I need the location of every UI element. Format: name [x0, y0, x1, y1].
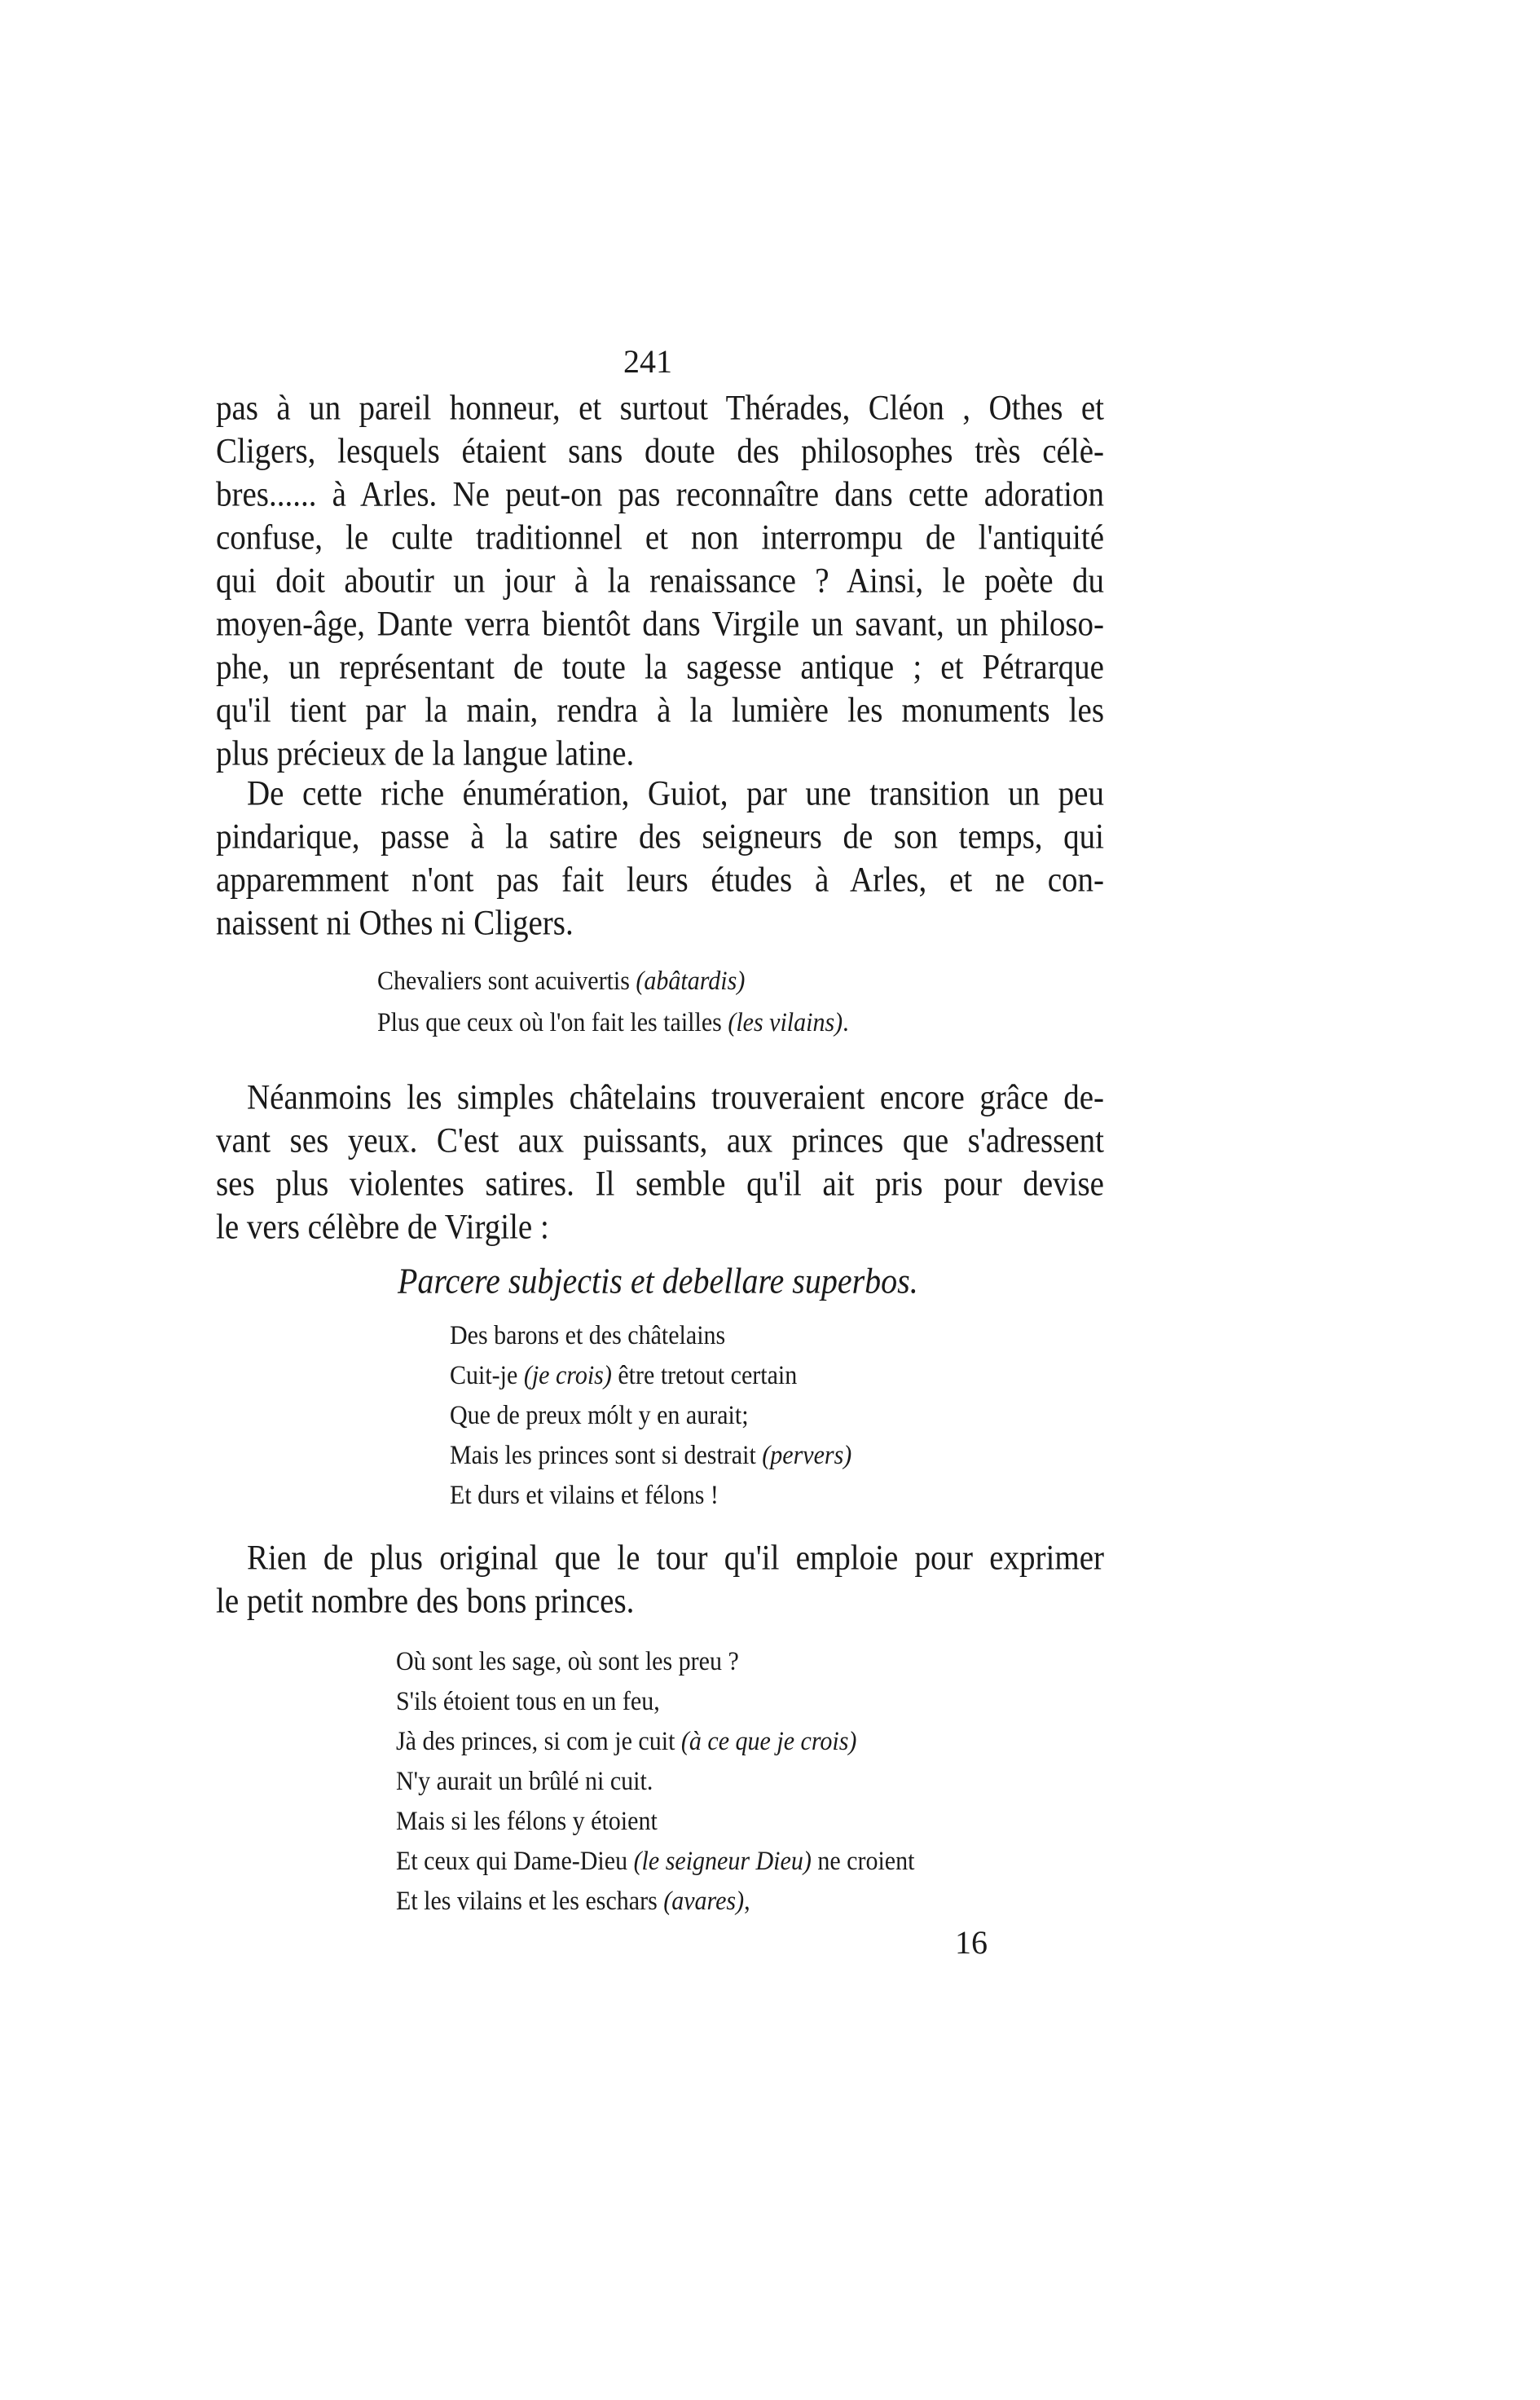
paragraph-line: qui doit aboutir un jour à la renaissance ? Ainsi, le poète du	[216, 561, 1104, 601]
paragraph-line: Cligers, lesquels étaient sans doute des philosophes très célè-	[216, 431, 1104, 471]
gloss-text: (abâtardis)	[636, 966, 746, 996]
paragraph-line: naissent ni Othes ni Cligers.	[216, 903, 574, 943]
paragraph-line: De cette riche énumération, Guiot, par une transition un peu	[247, 773, 1104, 813]
verse-text: Mais si les félons y étoient	[396, 1806, 658, 1836]
paragraph-line: Rien de plus original que le tour qu'il emploie pour exprimer	[247, 1538, 1104, 1578]
verse-line	[450, 1396, 749, 1435]
verse-text: Que de preux mólt y en aurait;	[450, 1400, 749, 1430]
paragraph-line: phe, un représentant de toute la sagesse antique ; et Pétrarque	[216, 647, 1104, 687]
gloss-text: (je crois)	[523, 1360, 612, 1390]
paragraph-line: pindarique, passe à la satire des seigneurs de son temps, qui	[216, 817, 1104, 857]
verse-text: Cuit-je	[450, 1360, 524, 1390]
paragraph-line: vant ses yeux. C'est aux puissants, aux princes que s'adressent	[216, 1121, 1104, 1160]
verse-text: .	[843, 1007, 849, 1037]
verse-text: Jà des princes, si com je cuit	[396, 1726, 681, 1756]
gloss-text: (à ce que je crois)	[680, 1726, 857, 1756]
verse-line	[396, 1762, 653, 1801]
paragraph-line: bres...... à Arles. Ne peut-on pas reconnaître dans cette adoration	[216, 474, 1104, 514]
verse-text: N'y aurait un brûlé ni cuit.	[396, 1766, 653, 1796]
gloss-text: (avares)	[663, 1886, 745, 1916]
latin-quote: Parcere subjectis et debellare superbos.	[398, 1260, 918, 1301]
verse-text: Et les vilains et les eschars	[396, 1886, 664, 1916]
verse-text: S'ils étoient tous en un feu,	[396, 1686, 660, 1716]
verse-text: Plus que ceux où l'on fait les tailles	[377, 1007, 728, 1037]
verse-line	[450, 1316, 725, 1355]
paragraph-line: qu'il tient par la main, rendra à la lumière les monuments les	[216, 690, 1104, 730]
verse-line	[396, 1842, 914, 1881]
paragraph-line: le vers célèbre de Virgile :	[216, 1207, 549, 1247]
verse-text: Et durs et vilains et félons !	[450, 1480, 719, 1510]
verse-line	[396, 1802, 658, 1841]
gloss-text: (pervers)	[762, 1440, 852, 1470]
page-number	[0, 342, 1540, 381]
verse-text: Chevaliers sont acuivertis	[377, 966, 636, 996]
page-number-text: 241	[623, 343, 672, 380]
verse-line	[396, 1722, 856, 1761]
paragraph-line: le petit nombre des bons princes.	[216, 1581, 635, 1621]
paragraph-line: Néanmoins les simples châtelains trouveraient encore grâce de-	[247, 1077, 1104, 1117]
verse-text: être tretout certain	[611, 1360, 798, 1390]
paragraph-line: moyen-âge, Dante verra bientôt dans Virgile un savant, un philoso-	[216, 604, 1104, 644]
verse-text: ,	[744, 1886, 750, 1916]
verse-line	[377, 1003, 849, 1042]
verse-text: Des barons et des châtelains	[450, 1320, 726, 1350]
verse-text: ne croient	[811, 1846, 915, 1876]
verse-line	[450, 1476, 719, 1515]
verse-text: Et ceux qui Dame-Dieu	[396, 1846, 634, 1876]
paragraph-line: pas à un pareil honneur, et surtout Thérades, Cléon , Othes et	[216, 388, 1104, 428]
paragraph-line: plus précieux de la langue latine.	[216, 733, 635, 773]
verse-line	[396, 1682, 660, 1721]
signature-mark: 16	[955, 1924, 988, 1961]
verse-line	[450, 1356, 797, 1395]
verse-line	[377, 962, 745, 1001]
gloss-text: (le seigneur Dieu)	[633, 1846, 812, 1876]
verse-text: Mais les princes sont si destrait	[450, 1440, 763, 1470]
verse-text: Où sont les sage, où sont les preu ?	[396, 1646, 739, 1676]
paragraph-line: confuse, le culte traditionnel et non interrompu de l'antiquité	[216, 517, 1104, 557]
verse-line	[396, 1642, 739, 1681]
paragraph-line: ses plus violentes satires. Il semble qu'il ait pris pour devise	[216, 1164, 1104, 1204]
gloss-text: (les vilains)	[728, 1007, 843, 1037]
paragraph-line: apparemment n'ont pas fait leurs études à Arles, et ne con-	[216, 860, 1104, 900]
verse-line	[396, 1882, 750, 1921]
verse-line	[450, 1436, 851, 1475]
